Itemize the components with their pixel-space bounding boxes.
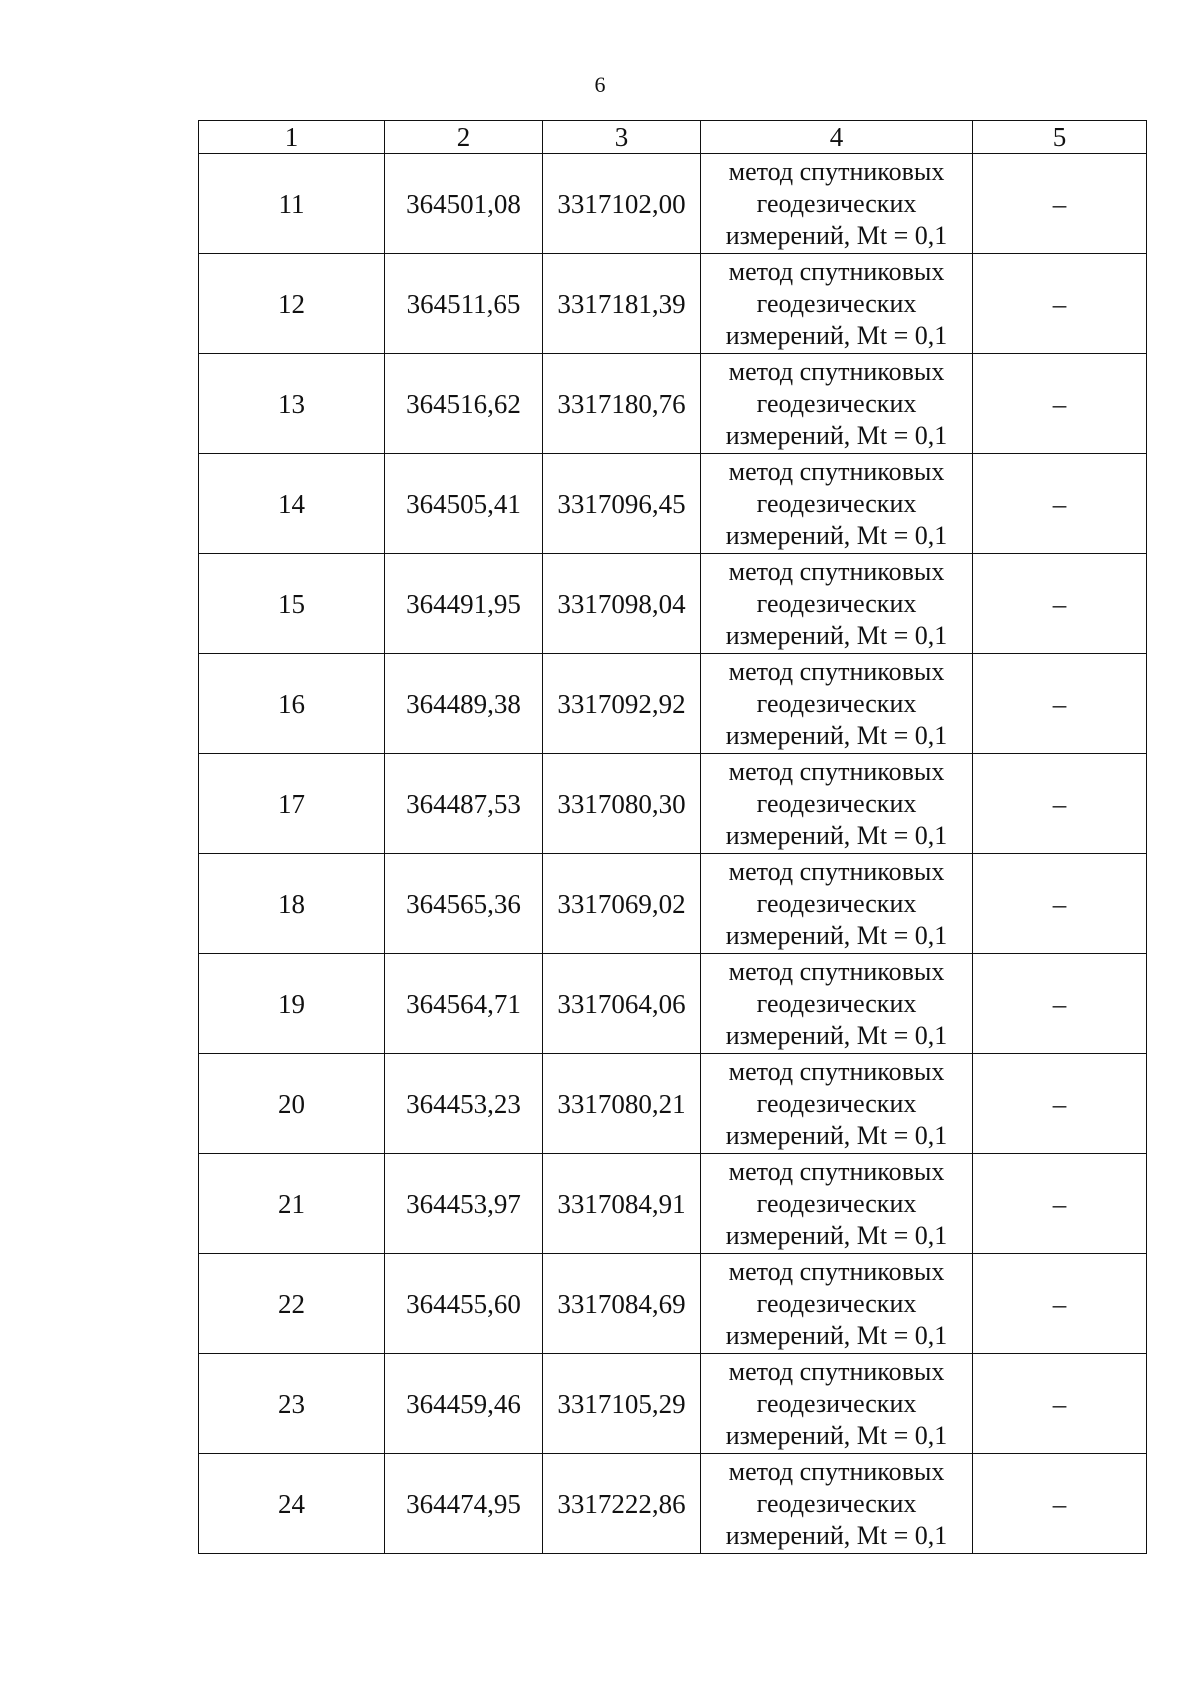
method-cell	[701, 154, 973, 254]
note-cell: –	[973, 654, 1147, 754]
point-number-cell: 15	[199, 554, 385, 654]
point-number-cell: 16	[199, 654, 385, 754]
x-coordinate-cell: 364565,36	[385, 854, 543, 954]
y-coordinate-cell: 3317084,69	[543, 1254, 701, 1354]
coordinates-table	[198, 120, 1147, 1554]
method-text: метод спутниковых геодезических измерений, Mt = 0,1	[725, 1256, 948, 1350]
x-coordinate-cell: 364491,95	[385, 554, 543, 654]
y-coordinate-cell: 3317180,76	[543, 354, 701, 454]
note-cell: –	[973, 254, 1147, 354]
table-row	[199, 1254, 1147, 1354]
point-number-cell: 13	[199, 354, 385, 454]
table-row	[199, 1454, 1147, 1554]
method-text: метод спутниковых геодезических измерений, Mt = 0,1	[725, 456, 948, 550]
x-coordinate-cell: 364459,46	[385, 1354, 543, 1454]
x-coordinate-cell: 364487,53	[385, 754, 543, 854]
method-text: метод спутниковых геодезических измерений, Mt = 0,1	[725, 1056, 948, 1150]
note-cell: –	[973, 554, 1147, 654]
table-row	[199, 954, 1147, 1054]
table-row	[199, 254, 1147, 354]
column-header: 1	[199, 121, 385, 154]
x-coordinate-cell: 364453,23	[385, 1054, 543, 1154]
note-cell: –	[973, 1054, 1147, 1154]
method-cell	[701, 454, 973, 554]
method-cell	[701, 254, 973, 354]
note-cell: –	[973, 454, 1147, 554]
point-number-cell: 18	[199, 854, 385, 954]
x-coordinate-cell: 364453,97	[385, 1154, 543, 1254]
column-header: 5	[973, 121, 1147, 154]
table-row	[199, 1154, 1147, 1254]
y-coordinate-cell: 3317069,02	[543, 854, 701, 954]
x-coordinate-cell: 364505,41	[385, 454, 543, 554]
method-text: метод спутниковых геодезических измерений, Mt = 0,1	[725, 856, 948, 950]
y-coordinate-cell: 3317084,91	[543, 1154, 701, 1254]
note-cell: –	[973, 1254, 1147, 1354]
note-cell: –	[973, 154, 1147, 254]
y-coordinate-cell: 3317096,45	[543, 454, 701, 554]
column-header: 2	[385, 121, 543, 154]
y-coordinate-cell: 3317080,30	[543, 754, 701, 854]
point-number-cell: 12	[199, 254, 385, 354]
point-number-cell: 20	[199, 1054, 385, 1154]
method-cell	[701, 754, 973, 854]
point-number-cell: 11	[199, 154, 385, 254]
method-cell	[701, 1154, 973, 1254]
table-row	[199, 854, 1147, 954]
method-cell	[701, 854, 973, 954]
method-cell	[701, 954, 973, 1054]
method-text: метод спутниковых геодезических измерений, Mt = 0,1	[725, 1356, 948, 1450]
method-text: метод спутниковых геодезических измерений, Mt = 0,1	[725, 556, 948, 650]
y-coordinate-cell: 3317080,21	[543, 1054, 701, 1154]
method-text: метод спутниковых геодезических измерений, Mt = 0,1	[725, 156, 948, 250]
y-coordinate-cell: 3317098,04	[543, 554, 701, 654]
x-coordinate-cell: 364516,62	[385, 354, 543, 454]
y-coordinate-cell: 3317181,39	[543, 254, 701, 354]
y-coordinate-cell: 3317092,92	[543, 654, 701, 754]
table-row	[199, 1354, 1147, 1454]
point-number-cell: 21	[199, 1154, 385, 1254]
x-coordinate-cell: 364511,65	[385, 254, 543, 354]
point-number-cell: 19	[199, 954, 385, 1054]
note-cell: –	[973, 754, 1147, 854]
note-cell: –	[973, 854, 1147, 954]
table-row	[199, 654, 1147, 754]
point-number-cell: 23	[199, 1354, 385, 1454]
method-cell	[701, 654, 973, 754]
column-header: 4	[701, 121, 973, 154]
method-text: метод спутниковых геодезических измерений, Mt = 0,1	[725, 956, 948, 1050]
note-cell: –	[973, 1354, 1147, 1454]
y-coordinate-cell: 3317102,00	[543, 154, 701, 254]
method-cell	[701, 354, 973, 454]
method-cell	[701, 1254, 973, 1354]
method-cell	[701, 1354, 973, 1454]
table-row	[199, 554, 1147, 654]
table-row	[199, 354, 1147, 454]
note-cell: –	[973, 1154, 1147, 1254]
note-cell: –	[973, 1454, 1147, 1554]
y-coordinate-cell: 3317222,86	[543, 1454, 701, 1554]
x-coordinate-cell: 364489,38	[385, 654, 543, 754]
x-coordinate-cell: 364455,60	[385, 1254, 543, 1354]
point-number-cell: 14	[199, 454, 385, 554]
table-row	[199, 454, 1147, 554]
table-row	[199, 1054, 1147, 1154]
column-header: 3	[543, 121, 701, 154]
point-number-cell: 24	[199, 1454, 385, 1554]
method-text: метод спутниковых геодезических измерений, Mt = 0,1	[725, 1456, 948, 1550]
table-header-row	[199, 121, 1147, 154]
x-coordinate-cell: 364474,95	[385, 1454, 543, 1554]
table-row	[199, 154, 1147, 254]
y-coordinate-cell: 3317064,06	[543, 954, 701, 1054]
note-cell: –	[973, 954, 1147, 1054]
method-text: метод спутниковых геодезических измерений, Mt = 0,1	[725, 656, 948, 750]
page-number: 6	[594, 72, 606, 97]
method-cell	[701, 1454, 973, 1554]
y-coordinate-cell: 3317105,29	[543, 1354, 701, 1454]
x-coordinate-cell: 364564,71	[385, 954, 543, 1054]
method-text: метод спутниковых геодезических измерений, Mt = 0,1	[725, 756, 948, 850]
table-row	[199, 754, 1147, 854]
method-text: метод спутниковых геодезических измерений, Mt = 0,1	[725, 1156, 948, 1250]
point-number-cell: 17	[199, 754, 385, 854]
method-cell	[701, 1054, 973, 1154]
point-number-cell: 22	[199, 1254, 385, 1354]
method-cell	[701, 554, 973, 654]
method-text: метод спутниковых геодезических измерений, Mt = 0,1	[725, 256, 948, 350]
x-coordinate-cell: 364501,08	[385, 154, 543, 254]
note-cell: –	[973, 354, 1147, 454]
method-text: метод спутниковых геодезических измерений, Mt = 0,1	[725, 356, 948, 450]
